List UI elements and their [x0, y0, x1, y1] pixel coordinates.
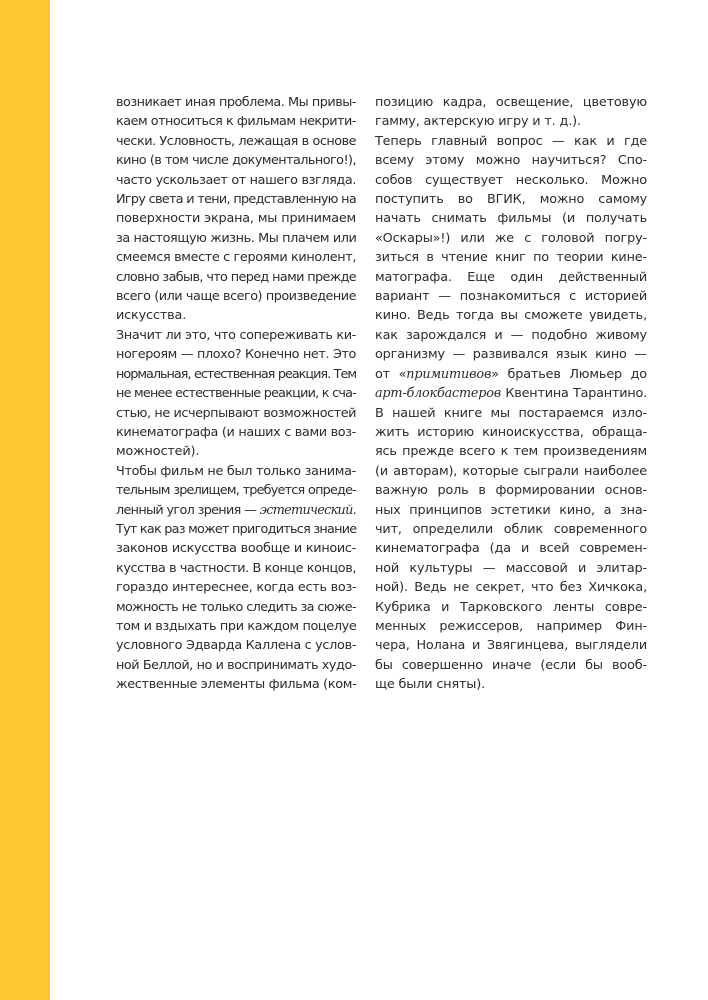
- text-line: [116, 132, 356, 151]
- text-segment: часто ускользает от нашего взгляда.: [116, 172, 356, 188]
- text-segment: Теперь главный вопрос — как и где: [375, 133, 647, 149]
- text-line: [375, 132, 647, 151]
- text-line: [375, 209, 647, 228]
- text-line: [375, 462, 647, 481]
- text-segment: кино. Ведь тогда вы сможете увидеть,: [375, 308, 647, 324]
- right-text-column: [375, 93, 647, 695]
- text-segment: возникает иная проблема. Мы привы-: [116, 95, 356, 110]
- text-segment: ной культуры — массовой и элитар-: [375, 560, 647, 576]
- text-line: [116, 520, 356, 539]
- italic-term: примитивов: [406, 366, 492, 382]
- text-line: [375, 404, 647, 423]
- text-line: [375, 365, 647, 384]
- text-segment: том и вздыхать при каждом поцелуе: [116, 618, 357, 634]
- text-line: [375, 287, 647, 306]
- text-line: [116, 287, 356, 306]
- text-segment: кинематографа (да и всей современ-: [375, 541, 647, 557]
- text-line: [116, 326, 356, 345]
- text-line: [375, 617, 647, 636]
- text-segment: чера, Нолана и Звягинцева, выглядели: [375, 638, 647, 654]
- text-segment: всего (или чаще всего) произведение: [116, 289, 356, 305]
- text-line: [375, 306, 647, 325]
- text-segment: жить историю киноискусства, обраща-: [375, 424, 647, 440]
- text-segment: «Оскары»!) или же с головой погру-: [375, 230, 647, 246]
- text-line: [375, 675, 647, 694]
- text-segment: словно забыв, что перед нами прежде: [116, 269, 356, 285]
- text-segment: условного Эдварда Каллена с услов-: [116, 638, 357, 654]
- text-segment: от «: [375, 366, 407, 382]
- text-segment: организму — развивался язык кино —: [375, 347, 647, 363]
- text-segment: Кубрика и Тарковского ленты совре-: [375, 599, 647, 615]
- text-line: [375, 171, 647, 190]
- text-segment: как зарождался и — подобно живому: [375, 327, 647, 343]
- text-line: [116, 636, 356, 655]
- text-segment: ной). Ведь не секрет, что без Хичкока,: [375, 580, 647, 596]
- text-line: [116, 248, 356, 267]
- text-segment: Чтобы фильм не был только занима-: [116, 463, 356, 479]
- text-line: [375, 151, 647, 170]
- text-line: [116, 656, 356, 675]
- text-line: [116, 675, 356, 694]
- text-segment: гораздо интереснее, когда есть воз-: [116, 580, 357, 596]
- text-segment: зиться в чтение книг по теории кине-: [375, 250, 647, 266]
- text-line: [116, 306, 356, 325]
- text-line: [375, 423, 647, 442]
- text-segment: матографа. Еще один действенный: [375, 269, 647, 285]
- text-line: [375, 559, 647, 578]
- text-segment: ясь прежде всего к тем произведениям: [375, 444, 647, 460]
- text-segment: законов искусства вообще и киноис-: [116, 541, 356, 557]
- text-line: [116, 501, 356, 520]
- text-line: [116, 112, 356, 131]
- text-segment: В нашей книге мы постараемся изло-: [375, 405, 647, 421]
- text-line: [116, 229, 356, 248]
- text-segment: ногероям — плохо? Конечно нет. Это: [116, 347, 356, 363]
- text-segment: ных принципов эстетики кино, а зна-: [375, 502, 647, 518]
- text-line: [116, 268, 356, 287]
- text-line: [375, 93, 647, 112]
- text-segment: чески. Условность, лежащая в основе: [116, 133, 356, 149]
- text-segment: смеемся вместе с героями кинолент,: [116, 250, 357, 266]
- left-text-column: [116, 93, 356, 695]
- text-line: [116, 365, 356, 384]
- text-line: [116, 617, 356, 636]
- text-segment: кинематографа (и наших с вами воз-: [116, 424, 356, 440]
- italic-term: арт-блокбастеров: [375, 386, 502, 402]
- text-segment: » братьев Люмьер до: [491, 366, 647, 382]
- text-line: [375, 345, 647, 364]
- text-line: [116, 345, 356, 364]
- text-segment: ной Беллой, но и воспринимать худо-: [116, 657, 356, 673]
- text-segment: Тут как раз может пригодиться знание: [116, 521, 357, 537]
- text-line: [116, 539, 356, 558]
- text-line: [116, 578, 356, 597]
- text-segment: кино (в том числе документального!),: [116, 153, 356, 169]
- text-segment: гамму, актерскую игру и т. д.).: [375, 114, 581, 130]
- text-segment: за настоящую жизнь. Мы плачем или: [116, 230, 357, 246]
- text-segment: Игру света и тени, представленную на: [116, 192, 356, 208]
- text-segment: .: [352, 502, 356, 518]
- text-line: [375, 229, 647, 248]
- text-line: [116, 93, 356, 112]
- text-segment: начать снимать фильмы (и получать: [375, 211, 647, 227]
- text-segment: ленный угол зрения —: [116, 502, 260, 518]
- text-line: [375, 520, 647, 539]
- text-line: [375, 481, 647, 500]
- text-segment: (и авторам), которые сыграли наиболее: [375, 463, 647, 479]
- text-line: [116, 404, 356, 423]
- text-segment: Значит ли это, что сопереживать ки-: [116, 327, 356, 343]
- text-line: [375, 636, 647, 655]
- text-line: [375, 326, 647, 345]
- text-segment: позицию кадра, освещение, цветовую: [375, 95, 647, 110]
- text-segment: собов существует несколько. Можно: [375, 172, 647, 188]
- text-line: [375, 656, 647, 675]
- text-line: [116, 151, 356, 170]
- text-segment: менных режиссеров, например Фин-: [375, 618, 647, 634]
- text-segment: каем относиться к фильмам некрити-: [116, 114, 356, 130]
- text-line: [116, 442, 356, 461]
- text-line: [375, 539, 647, 558]
- text-segment: Квентина Тарантино.: [501, 386, 647, 402]
- text-segment: бы совершенно иначе (если бы вооб-: [375, 657, 647, 673]
- text-segment: вариант — познакомиться с историей: [375, 289, 647, 305]
- text-segment: поступить во ВГИК, можно самому: [375, 192, 647, 208]
- text-line: [116, 559, 356, 578]
- text-line: [375, 248, 647, 267]
- text-line: [116, 190, 356, 209]
- text-line: [375, 598, 647, 617]
- text-segment: жественные элементы фильма (ком-: [116, 677, 357, 693]
- text-segment: ще были сняты).: [375, 677, 486, 693]
- text-segment: поверхности экрана, мы принимаем: [116, 211, 356, 227]
- text-line: [375, 190, 647, 209]
- text-segment: можность не только следить за сюже-: [116, 599, 356, 615]
- text-segment: стью, не исчерпывают возможностей: [116, 405, 356, 421]
- text-line: [116, 171, 356, 190]
- text-line: [375, 578, 647, 597]
- text-line: [375, 268, 647, 287]
- text-line: [116, 462, 356, 481]
- text-segment: кусства в частности. В конце концов,: [116, 560, 357, 576]
- text-segment: не менее естественные реакции, к сча-: [116, 386, 356, 402]
- text-line: [116, 423, 356, 442]
- text-segment: искусства.: [116, 308, 187, 324]
- text-line: [116, 481, 356, 500]
- text-line: [375, 501, 647, 520]
- text-segment: тельным зрелищем, требуется опреде-: [116, 483, 356, 499]
- text-line: [116, 598, 356, 617]
- yellow-side-strip: [0, 0, 50, 1000]
- text-segment: чит, определили облик современного: [375, 521, 647, 537]
- text-line: [375, 112, 647, 131]
- text-line: [116, 384, 356, 403]
- text-segment: всему этому можно научиться? Спо-: [375, 153, 647, 169]
- text-line: [116, 209, 356, 228]
- text-line: [375, 442, 647, 461]
- text-segment: нормальная, естественная реакция. Тем: [116, 366, 356, 382]
- text-segment: важную роль в формировании основ-: [375, 483, 647, 499]
- text-line: [375, 384, 647, 403]
- text-segment: можностей).: [116, 444, 200, 460]
- italic-term: эстетический: [259, 502, 353, 518]
